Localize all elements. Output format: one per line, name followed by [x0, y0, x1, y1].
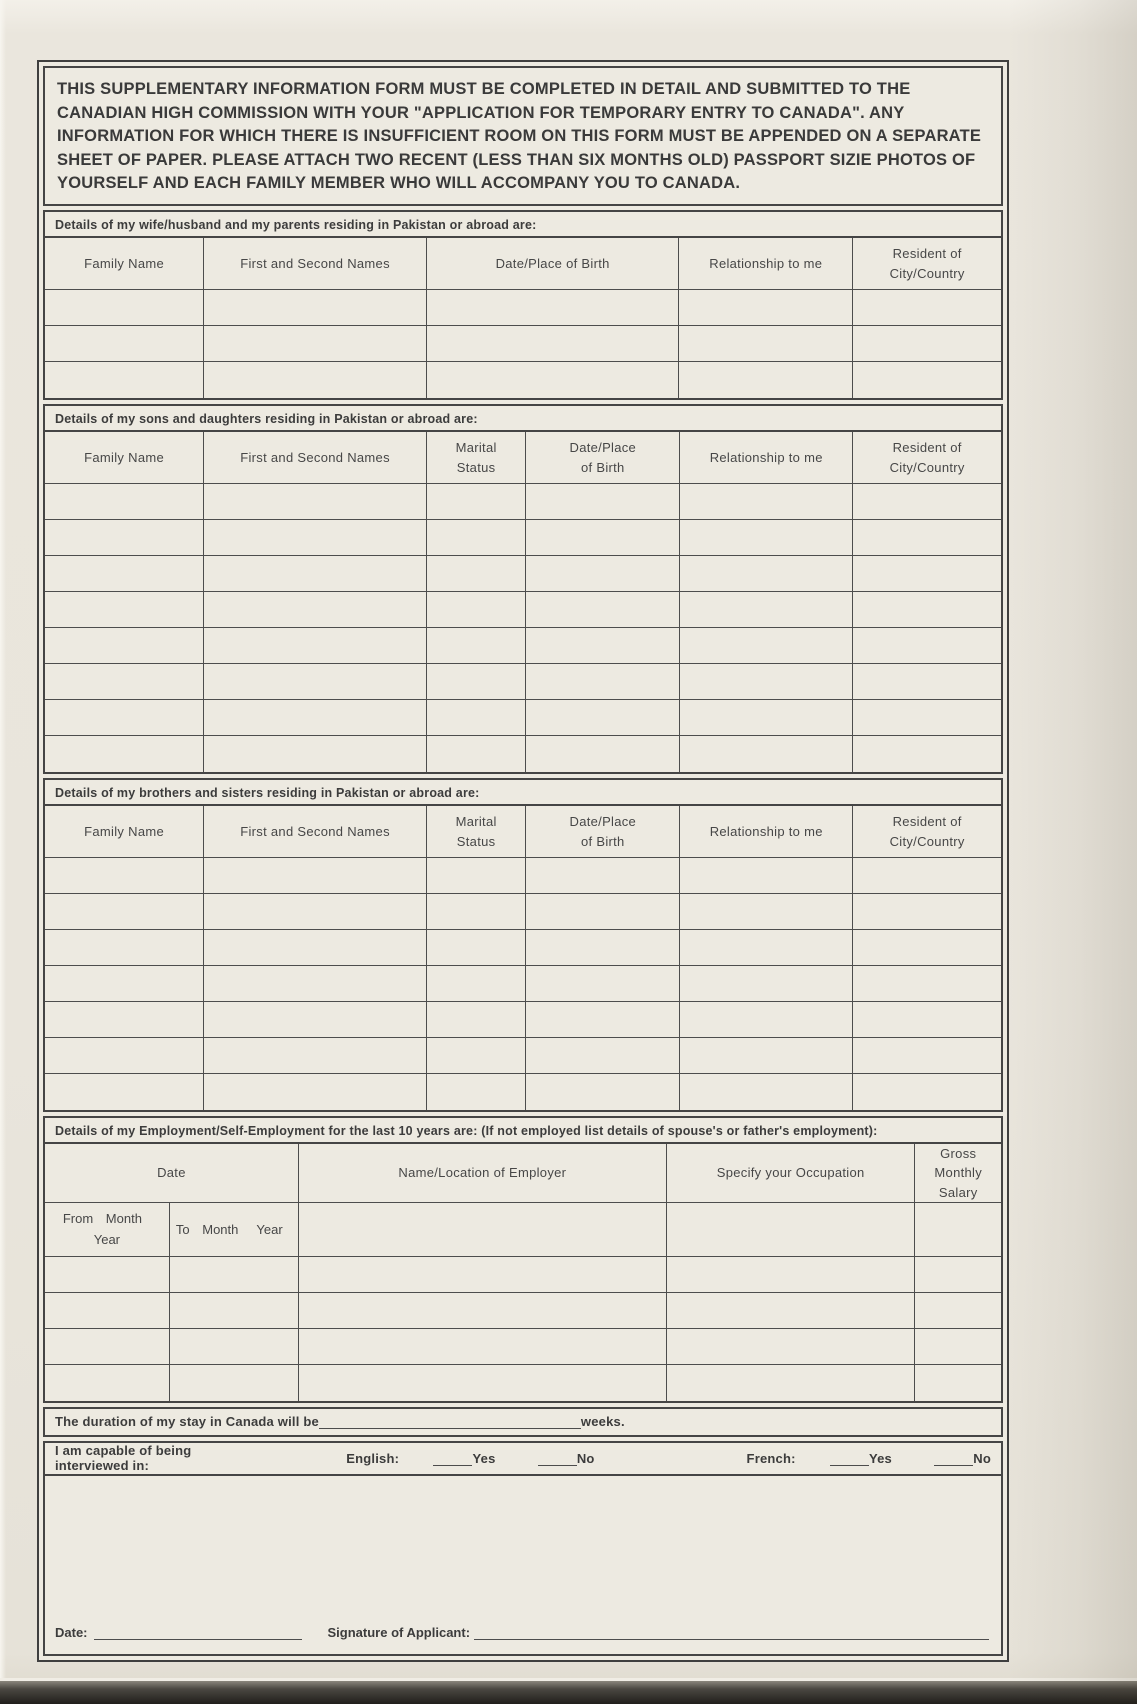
- col-date: Date: [45, 1144, 298, 1203]
- empty-cell: [298, 1365, 666, 1401]
- interview-label: I am capable of being interviewed in:: [55, 1443, 192, 1474]
- empty-cell: [680, 966, 853, 1002]
- empty-cell: [45, 556, 204, 592]
- col-resident: Resident of City/Country: [853, 806, 1001, 858]
- empty-cell: [853, 700, 1001, 736]
- empty-cell: [204, 628, 427, 664]
- french-yes-blank: [830, 1451, 869, 1466]
- empty-cell: [526, 700, 680, 736]
- empty-cell: [666, 1329, 915, 1365]
- section-siblings: [43, 778, 1003, 1112]
- col-family-name: Family Name: [45, 432, 204, 484]
- col-family-name: Family Name: [45, 806, 204, 858]
- empty-cell: [426, 520, 525, 556]
- empty-cell: [680, 664, 853, 700]
- empty-cell: [426, 290, 678, 326]
- col-first-second-names: First and Second Names: [204, 432, 427, 484]
- empty-cell: [526, 592, 680, 628]
- col-relationship: Relationship to me: [680, 806, 853, 858]
- empty-cell: [45, 628, 204, 664]
- empty-cell: [853, 290, 1001, 326]
- empty-cell: [666, 1257, 915, 1293]
- employment-table-header-row: [45, 1144, 1001, 1203]
- empty-cell: [426, 894, 525, 930]
- empty-cell: [680, 858, 853, 894]
- empty-cell: [45, 930, 204, 966]
- empty-cell: [298, 1257, 666, 1293]
- empty-cell: [666, 1365, 915, 1401]
- employment-empty-row: [45, 1257, 1001, 1293]
- empty-cell: [426, 484, 525, 520]
- family-table-header-row: [45, 238, 1001, 290]
- english-no-blank: [538, 1451, 577, 1466]
- children-empty-row: [45, 484, 1001, 520]
- empty-cell: [526, 894, 680, 930]
- empty-cell: [204, 362, 427, 398]
- empty-cell: [45, 1329, 169, 1365]
- empty-cell: [204, 1074, 427, 1110]
- empty-cell: [915, 1203, 1001, 1257]
- empty-cell: [45, 484, 204, 520]
- empty-cell: [680, 520, 853, 556]
- empty-cell: [526, 1074, 680, 1110]
- empty-cell: [298, 1203, 666, 1257]
- empty-cell: [666, 1293, 915, 1329]
- signature-area: [45, 1476, 1001, 1654]
- empty-cell: [680, 484, 853, 520]
- empty-cell: [680, 1038, 853, 1074]
- empty-cell: [204, 290, 427, 326]
- duration-label: The duration of my stay in Canada will be: [55, 1414, 319, 1430]
- siblings-empty-row: [45, 1038, 1001, 1074]
- empty-cell: [853, 736, 1001, 772]
- empty-cell: [426, 930, 525, 966]
- empty-cell: [853, 484, 1001, 520]
- empty-cell: [853, 1074, 1001, 1110]
- empty-cell: [526, 1038, 680, 1074]
- empty-cell: [680, 1002, 853, 1038]
- empty-cell: [526, 736, 680, 772]
- empty-cell: [853, 520, 1001, 556]
- empty-cell: [526, 520, 680, 556]
- empty-cell: [666, 1203, 915, 1257]
- french-yes-label: Yes: [868, 1450, 892, 1466]
- empty-cell: [204, 1002, 427, 1038]
- signature-blank-line: [474, 1625, 989, 1640]
- empty-cell: [915, 1293, 1001, 1329]
- empty-cell: [426, 326, 678, 362]
- empty-cell: [169, 1257, 298, 1293]
- empty-cell: [915, 1257, 1001, 1293]
- empty-cell: [169, 1365, 298, 1401]
- empty-cell: [526, 930, 680, 966]
- empty-cell: [426, 858, 525, 894]
- employment-empty-row: [45, 1293, 1001, 1329]
- empty-cell: [204, 520, 427, 556]
- col-employer: Name/Location of Employer: [298, 1144, 666, 1203]
- empty-cell: [426, 1038, 525, 1074]
- empty-cell: [853, 362, 1001, 398]
- children-empty-row: [45, 520, 1001, 556]
- empty-cell: [169, 1329, 298, 1365]
- children-empty-row: [45, 664, 1001, 700]
- empty-cell: [45, 894, 204, 930]
- empty-cell: [853, 930, 1001, 966]
- interview-line: [45, 1443, 1001, 1476]
- empty-cell: [204, 664, 427, 700]
- empty-cell: [526, 664, 680, 700]
- empty-cell: [426, 700, 525, 736]
- empty-cell: [853, 858, 1001, 894]
- empty-cell: [853, 966, 1001, 1002]
- empty-cell: [204, 484, 427, 520]
- section-family-heading: Details of my wife/husband and my parents residing in Pakistan or abroad are:: [45, 212, 1001, 238]
- empty-cell: [45, 326, 204, 362]
- empty-cell: [426, 592, 525, 628]
- empty-cell: [45, 592, 204, 628]
- empty-cell: [526, 484, 680, 520]
- empty-cell: [853, 556, 1001, 592]
- section-employment-heading: Details of my Employment/Self-Employment for the last 10 years are: (If not employed list details of spouse's or father's employment):: [45, 1118, 1001, 1144]
- empty-cell: [680, 1074, 853, 1110]
- col-gross-salary: Gross Monthly Salary: [915, 1144, 1001, 1203]
- children-empty-row: [45, 628, 1001, 664]
- empty-cell: [45, 700, 204, 736]
- col-first-second-names: First and Second Names: [204, 806, 427, 858]
- col-date-from: From MonthYear: [45, 1203, 169, 1257]
- empty-cell: [45, 1038, 204, 1074]
- siblings-empty-row: [45, 966, 1001, 1002]
- empty-cell: [204, 930, 427, 966]
- empty-cell: [204, 858, 427, 894]
- empty-cell: [169, 1293, 298, 1329]
- empty-cell: [526, 1002, 680, 1038]
- empty-cell: [426, 628, 525, 664]
- date-label: Date:: [55, 1625, 88, 1640]
- employment-date-subheader-row: [45, 1203, 1001, 1257]
- children-empty-row: [45, 556, 1001, 592]
- empty-cell: [680, 628, 853, 664]
- siblings-empty-row: [45, 894, 1001, 930]
- empty-cell: [204, 1038, 427, 1074]
- employment-table: [45, 1144, 1001, 1401]
- empty-cell: [45, 1365, 169, 1401]
- signature-label: Signature of Applicant:: [327, 1625, 471, 1640]
- empty-cell: [853, 628, 1001, 664]
- siblings-empty-row: [45, 1074, 1001, 1110]
- empty-cell: [853, 894, 1001, 930]
- empty-cell: [45, 858, 204, 894]
- signature-row: [55, 1625, 989, 1640]
- empty-cell: [853, 1002, 1001, 1038]
- empty-cell: [915, 1365, 1001, 1401]
- empty-cell: [680, 700, 853, 736]
- empty-cell: [204, 966, 427, 1002]
- siblings-table-header-row: [45, 806, 1001, 858]
- empty-cell: [526, 966, 680, 1002]
- empty-cell: [298, 1293, 666, 1329]
- empty-cell: [680, 556, 853, 592]
- employment-empty-row: [45, 1365, 1001, 1401]
- col-family-name: Family Name: [45, 238, 204, 290]
- empty-cell: [204, 700, 427, 736]
- empty-cell: [426, 664, 525, 700]
- col-date-place-birth: Date/Place of Birth: [526, 806, 680, 858]
- empty-cell: [45, 1293, 169, 1329]
- col-date-place-birth: Date/Place of Birth: [426, 238, 678, 290]
- empty-cell: [45, 664, 204, 700]
- empty-cell: [426, 1002, 525, 1038]
- empty-cell: [426, 362, 678, 398]
- col-relationship: Relationship to me: [679, 238, 853, 290]
- section-children: [43, 404, 1003, 774]
- family-table: [45, 238, 1001, 398]
- empty-cell: [853, 664, 1001, 700]
- section-family: [43, 210, 1003, 400]
- empty-cell: [298, 1329, 666, 1365]
- empty-cell: [426, 966, 525, 1002]
- date-blank-line: [94, 1625, 302, 1640]
- col-occupation: Specify your Occupation: [666, 1144, 915, 1203]
- family-empty-row: [45, 362, 1001, 398]
- empty-cell: [680, 736, 853, 772]
- family-empty-row: [45, 326, 1001, 362]
- empty-cell: [204, 592, 427, 628]
- empty-cell: [45, 1074, 204, 1110]
- empty-cell: [45, 736, 204, 772]
- children-table-header-row: [45, 432, 1001, 484]
- section-children-heading: Details of my sons and daughters residing in Pakistan or abroad are:: [45, 406, 1001, 432]
- empty-cell: [853, 326, 1001, 362]
- empty-cell: [680, 930, 853, 966]
- empty-cell: [680, 592, 853, 628]
- empty-cell: [426, 736, 525, 772]
- french-no-blank: [934, 1451, 973, 1466]
- children-empty-row: [45, 700, 1001, 736]
- empty-cell: [204, 736, 427, 772]
- section-interview-signature: [43, 1441, 1003, 1656]
- instructions-paragraph: THIS SUPPLEMENTARY INFORMATION FORM MUST BE COMPLETED IN DETAIL AND SUBMITTED TO THE CANADIAN HIGH COMMISSION WITH YOUR "APPLICATION FOR TEMPORARY ENTRY TO CANADA". ANY INFORMATION FOR WHICH THERE IS INSUFFICIENT ROOM ON THIS FORM MUST BE APPENDED ON A SEPARATE SHEET OF PAPER. PLEASE ATTACH TWO RECENT (LESS THAN SIX MONTHS OLD) PASSPORT SIZIE PHOTOS OF YOURSELF AND EACH FAMILY MEMBER WHO WILL ACCOMPANY YOU TO CANADA.: [43, 66, 1003, 206]
- empty-cell: [915, 1329, 1001, 1365]
- employment-empty-row: [45, 1329, 1001, 1365]
- empty-cell: [679, 290, 853, 326]
- empty-cell: [526, 628, 680, 664]
- family-empty-row: [45, 290, 1001, 326]
- empty-cell: [45, 520, 204, 556]
- siblings-empty-row: [45, 858, 1001, 894]
- col-resident: Resident of City/Country: [853, 432, 1001, 484]
- english-yes-blank: [433, 1451, 472, 1466]
- col-relationship: Relationship to me: [680, 432, 853, 484]
- siblings-empty-row: [45, 930, 1001, 966]
- col-date-to: To Month Year: [169, 1203, 298, 1257]
- duration-weeks-label: weeks.: [580, 1414, 625, 1430]
- empty-cell: [679, 362, 853, 398]
- empty-cell: [679, 326, 853, 362]
- empty-cell: [526, 556, 680, 592]
- col-marital-status: Marital Status: [426, 432, 525, 484]
- scanner-bed-edge: [0, 1678, 1137, 1704]
- empty-cell: [45, 362, 204, 398]
- children-table: [45, 432, 1001, 772]
- empty-cell: [45, 1002, 204, 1038]
- siblings-empty-row: [45, 1002, 1001, 1038]
- empty-cell: [526, 858, 680, 894]
- empty-cell: [204, 326, 427, 362]
- col-first-second-names: First and Second Names: [204, 238, 427, 290]
- duration-blank-line: [319, 1414, 581, 1429]
- empty-cell: [45, 290, 204, 326]
- english-label: English:: [346, 1450, 400, 1466]
- french-label: French:: [746, 1450, 796, 1466]
- french-no-label: No: [973, 1450, 991, 1466]
- empty-cell: [853, 1038, 1001, 1074]
- empty-cell: [426, 1074, 525, 1110]
- duration-line: [43, 1407, 1003, 1437]
- empty-cell: [45, 966, 204, 1002]
- empty-cell: [853, 592, 1001, 628]
- form-outer-box: [37, 60, 1009, 1662]
- empty-cell: [680, 894, 853, 930]
- section-employment: [43, 1116, 1003, 1403]
- children-empty-row: [45, 736, 1001, 772]
- col-date-place-birth: Date/Place of Birth: [526, 432, 680, 484]
- empty-cell: [45, 1257, 169, 1293]
- english-no-label: No: [576, 1450, 595, 1466]
- siblings-table: [45, 806, 1001, 1110]
- empty-cell: [204, 894, 427, 930]
- paper-left-edge: [0, 0, 6, 1704]
- children-empty-row: [45, 592, 1001, 628]
- english-yes-label: Yes: [472, 1450, 496, 1466]
- col-marital-status: Marital Status: [426, 806, 525, 858]
- empty-cell: [204, 556, 427, 592]
- empty-cell: [426, 556, 525, 592]
- col-resident: Resident of City/Country: [853, 238, 1001, 290]
- section-siblings-heading: Details of my brothers and sisters residing in Pakistan or abroad are:: [45, 780, 1001, 806]
